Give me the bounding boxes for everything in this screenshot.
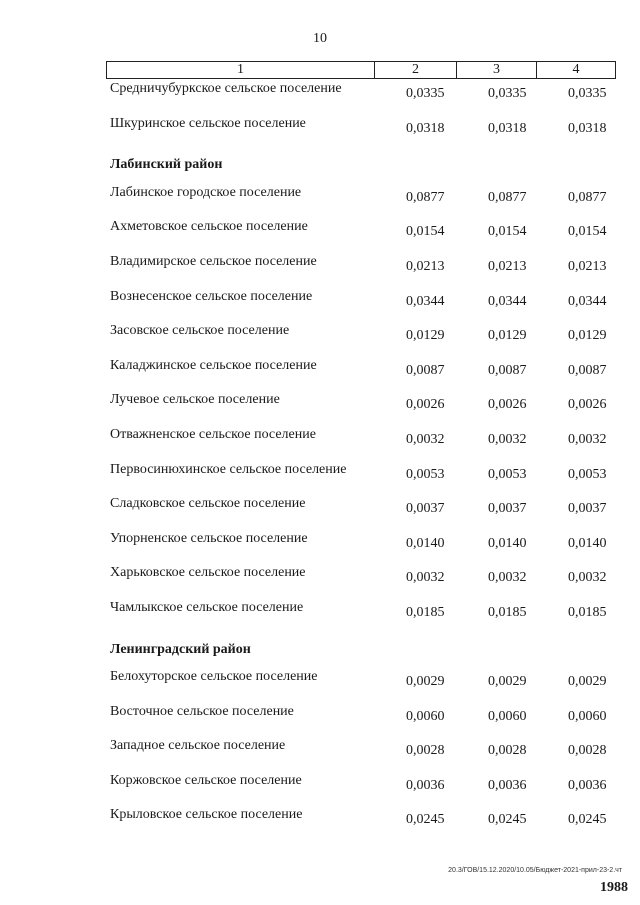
district-heading-row [0, 147, 640, 182]
table-row [0, 355, 640, 390]
value-col-2: 0,0245 [406, 812, 445, 828]
settlement-name: Лабинское городское поселение [110, 184, 302, 200]
value-col-2: 0,0335 [406, 86, 445, 101]
value-col-3: 0,0245 [488, 812, 527, 828]
value-col-3: 0,0060 [488, 708, 527, 724]
value-col-3: 0,0877 [488, 189, 527, 205]
value-col-4: 0,0877 [568, 189, 607, 205]
value-col-3: 0,0032 [488, 570, 527, 586]
district-heading-row [0, 632, 640, 667]
value-col-3: 0,0318 [488, 120, 527, 136]
value-col-3: 0,0140 [488, 535, 527, 551]
value-col-2: 0,0087 [406, 362, 445, 378]
value-col-2: 0,0032 [406, 431, 445, 447]
settlement-name: Каладжинское сельское поселение [110, 357, 317, 373]
district-name: Лабинский район [110, 157, 223, 173]
value-col-4: 0,0036 [568, 777, 607, 793]
value-col-2: 0,0185 [406, 604, 445, 620]
value-col-2: 0,0053 [406, 466, 445, 482]
header-col-2: 2 [375, 62, 457, 78]
value-col-3: 0,0053 [488, 466, 527, 482]
table-row [0, 78, 640, 113]
district-name: Ленинградский район [110, 641, 251, 657]
table-row [0, 251, 640, 286]
value-col-4: 0,0029 [568, 674, 607, 690]
value-col-2: 0,0028 [406, 743, 445, 759]
settlement-name: Упорненское сельское поселение [110, 530, 308, 546]
settlement-name: Чамлыкское сельское поселение [110, 599, 304, 615]
value-col-2: 0,0029 [406, 674, 445, 690]
settlement-name: Владимирское сельское поселение [110, 253, 317, 269]
table-row [0, 701, 640, 736]
value-col-4: 0,0028 [568, 743, 607, 759]
value-col-4: 0,0053 [568, 466, 607, 482]
table-row [0, 493, 640, 528]
value-col-2: 0,0213 [406, 258, 445, 274]
value-col-3: 0,0087 [488, 362, 527, 378]
value-col-3: 0,0029 [488, 674, 527, 690]
value-col-3: 0,0129 [488, 328, 527, 344]
document-code: 20.3/ГОВ/15.12.2020/10.05/Бюджет-2021-прил-23-2.чт [448, 867, 622, 874]
value-col-4: 0,0060 [568, 708, 607, 724]
settlement-name: Лучевое сельское поселение [110, 392, 280, 408]
table-row [0, 424, 640, 459]
table-row [0, 562, 640, 597]
settlement-name: Ахметовское сельское поселение [110, 219, 308, 235]
value-col-4: 0,0140 [568, 535, 607, 551]
value-col-2: 0,0032 [406, 570, 445, 586]
page-number: 10 [313, 31, 327, 46]
value-col-4: 0,0185 [568, 604, 607, 620]
value-col-4: 0,0129 [568, 328, 607, 344]
value-col-2: 0,0026 [406, 397, 445, 413]
value-col-3: 0,0335 [488, 86, 527, 101]
value-col-3: 0,0154 [488, 224, 527, 240]
value-col-3: 0,0036 [488, 777, 527, 793]
settlement-name: Средничубуркское сельское поселение [110, 81, 342, 96]
table-row [0, 286, 640, 321]
value-col-4: 0,0032 [568, 431, 607, 447]
value-col-2: 0,0154 [406, 224, 445, 240]
settlement-name: Восточное сельское поселение [110, 703, 294, 719]
table-row [0, 770, 640, 805]
table-row [0, 182, 640, 217]
settlement-name: Отважненское сельское поселение [110, 426, 316, 442]
settlement-name: Западное сельское поселение [110, 738, 286, 754]
table-header [106, 61, 616, 79]
value-col-4: 0,0344 [568, 293, 607, 309]
value-col-3: 0,0032 [488, 431, 527, 447]
value-col-4: 0,0245 [568, 812, 607, 828]
settlement-name: Первосинюхинское сельское поселение [110, 461, 347, 477]
value-col-4: 0,0213 [568, 258, 607, 274]
table-row [0, 459, 640, 494]
value-col-3: 0,0185 [488, 604, 527, 620]
value-col-2: 0,0129 [406, 328, 445, 344]
header-col-1: 1 [107, 62, 375, 78]
value-col-2: 0,0877 [406, 189, 445, 205]
table-row [0, 113, 640, 148]
table-row [0, 216, 640, 251]
settlement-name: Сладковское сельское поселение [110, 496, 306, 512]
settlement-name: Белохуторское сельское поселение [110, 669, 318, 685]
settlement-name: Шкуринское сельское поселение [110, 115, 306, 131]
value-col-2: 0,0318 [406, 120, 445, 136]
header-col-3: 3 [457, 62, 537, 78]
settlement-name: Засовское сельское поселение [110, 323, 290, 339]
value-col-4: 0,0318 [568, 120, 607, 136]
settlement-name: Вознесенское сельское поселение [110, 288, 313, 304]
table-row [0, 804, 640, 839]
value-col-4: 0,0335 [568, 86, 607, 101]
value-col-3: 0,0037 [488, 501, 527, 517]
table-row [0, 389, 640, 424]
value-col-4: 0,0026 [568, 397, 607, 413]
value-col-2: 0,0036 [406, 777, 445, 793]
table-row [0, 320, 640, 355]
value-col-3: 0,0026 [488, 397, 527, 413]
value-col-4: 0,0032 [568, 570, 607, 586]
value-col-2: 0,0344 [406, 293, 445, 309]
value-col-3: 0,0213 [488, 258, 527, 274]
table-row [0, 666, 640, 701]
value-col-3: 0,0344 [488, 293, 527, 309]
table-row [0, 735, 640, 770]
table-body [0, 78, 640, 839]
settlement-name: Коржовское сельское поселение [110, 772, 302, 788]
settlement-name: Харьковское сельское поселение [110, 565, 306, 581]
value-col-3: 0,0028 [488, 743, 527, 759]
value-col-2: 0,0140 [406, 535, 445, 551]
header-col-4: 4 [572, 62, 580, 77]
value-col-2: 0,0060 [406, 708, 445, 724]
table-row [0, 528, 640, 563]
table-row [0, 597, 640, 632]
settlement-name: Крыловское сельское поселение [110, 807, 303, 823]
sheet-number: 1988 [600, 880, 628, 895]
value-col-4: 0,0037 [568, 501, 607, 517]
value-col-4: 0,0154 [568, 224, 607, 240]
value-col-4: 0,0087 [568, 362, 607, 378]
value-col-2: 0,0037 [406, 501, 445, 517]
